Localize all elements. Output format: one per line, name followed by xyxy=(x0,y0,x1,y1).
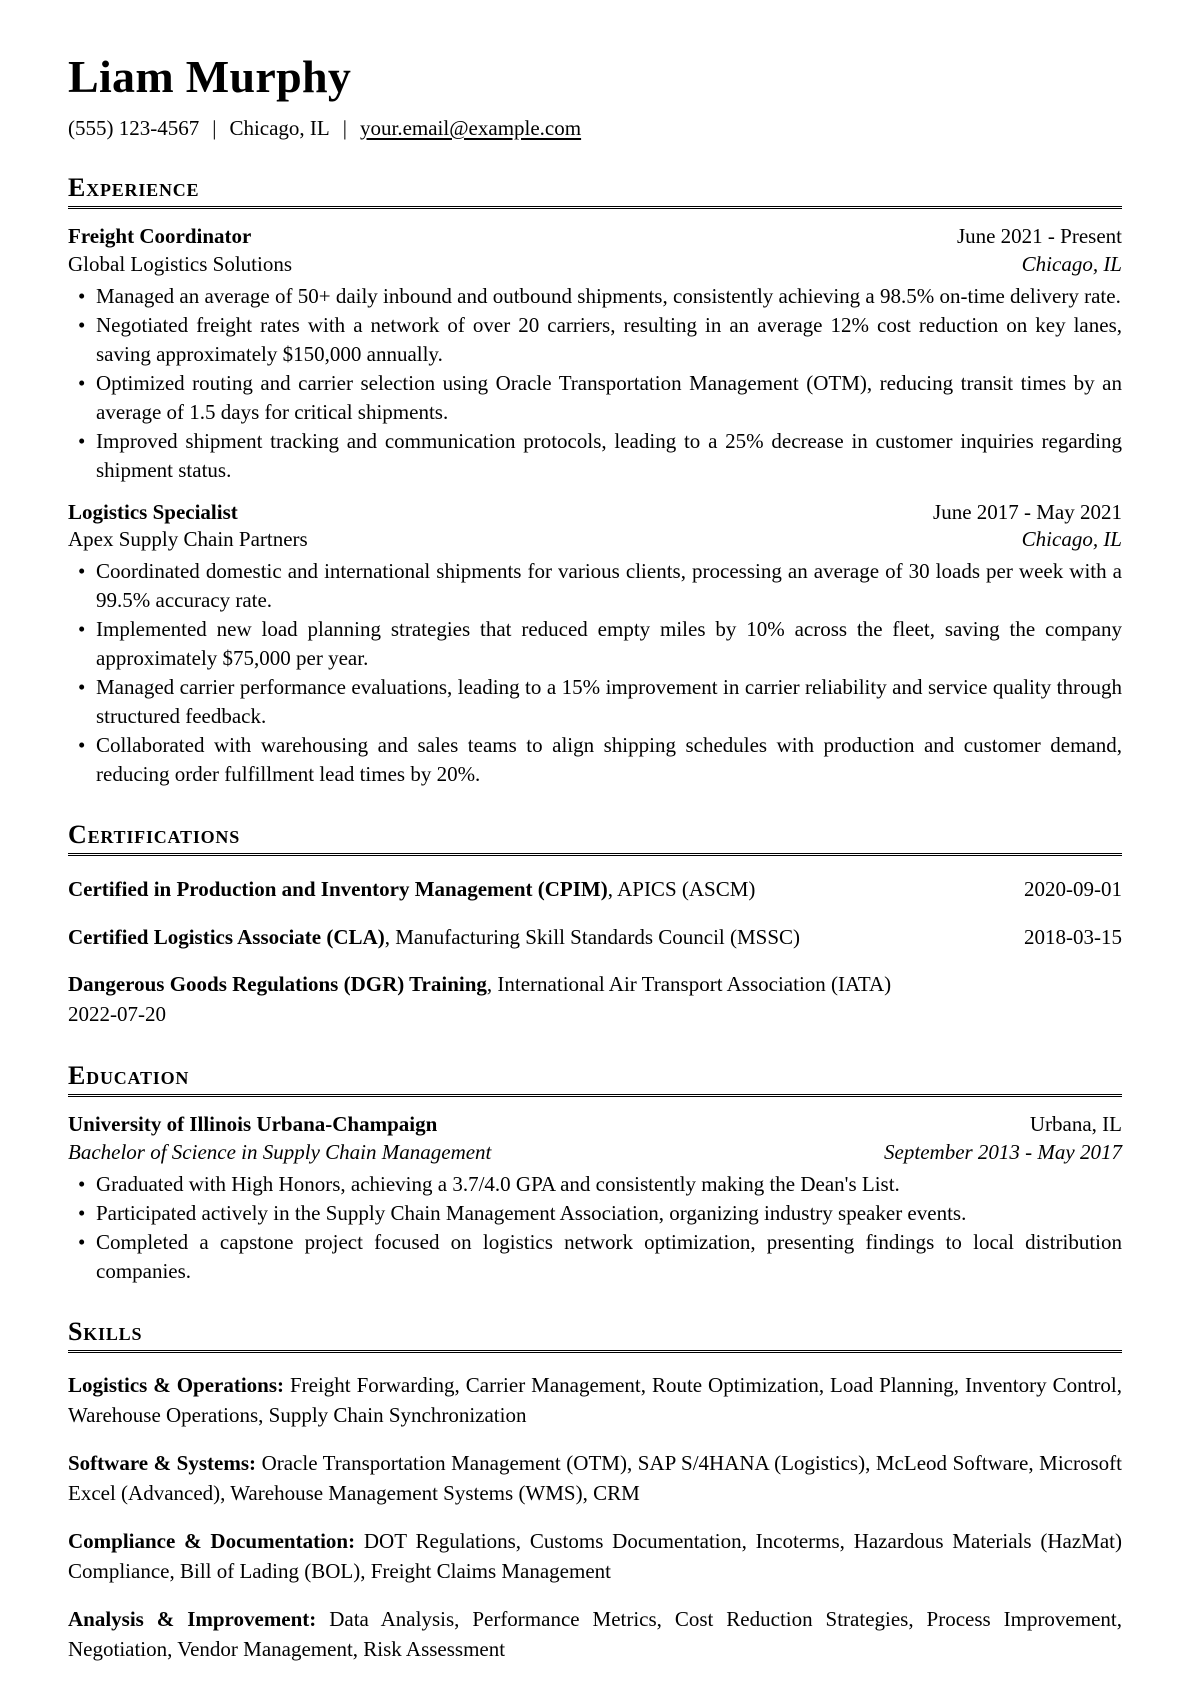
education-dates: September 2013 - May 2017 xyxy=(884,1139,1122,1164)
skills-group xyxy=(68,1370,1122,1431)
job-entry xyxy=(68,223,1122,484)
bullet-list xyxy=(68,282,1122,485)
section-heading-education: Education xyxy=(68,1060,1122,1098)
skills-category-label: Logistics & Operations: xyxy=(68,1373,285,1397)
school-name: University of Illinois Urbana-Champaign xyxy=(68,1112,438,1137)
skills-category-text: Oracle Transportation Management (OTM), SAP S/4HANA (Logistics), McLeod Software, Microsoft Excel (Advanced), Warehouse Management Systems (WMS), CRM xyxy=(68,1450,1122,1506)
bullet-item: • Improved shipment tracking and communication protocols, leading to a 25% decrease in customer inquiries regarding shipment status. xyxy=(96,427,1122,485)
certification-item xyxy=(68,875,1122,903)
section-skills xyxy=(68,1316,1122,1665)
certification-issuer: Manufacturing Skill Standards Council (MSSC) xyxy=(395,924,801,949)
skills-category-text: Data Analysis, Performance Metrics, Cost Reduction Strategies, Process Improvement, Negotiation, Vendor Management, Risk Assessment xyxy=(68,1606,1122,1662)
section-heading-experience: Experience xyxy=(68,172,1122,210)
certification-name: Dangerous Goods Regulations (DGR) Training xyxy=(68,972,487,997)
separator: | xyxy=(342,115,347,140)
certification-item xyxy=(68,970,1122,1030)
job-dates: June 2021 - Present xyxy=(956,224,1122,249)
certification-date: 2020-09-01 xyxy=(1024,877,1122,902)
section-certifications xyxy=(68,819,1122,1030)
skills-group xyxy=(68,1448,1122,1509)
bullet-list xyxy=(68,557,1122,789)
separator: , xyxy=(607,877,618,902)
skills-category-text: DOT Regulations, Customs Documentation, Incoterms, Hazardous Materials (HazMat) Compliance, Bill of Lading (BOL), Freight Claims Management xyxy=(68,1528,1123,1584)
company-name: Global Logistics Solutions xyxy=(68,252,293,277)
certification-item xyxy=(68,923,1122,951)
certification-date: 2022-07-20 xyxy=(68,1001,166,1026)
job-subheader-row xyxy=(68,251,1122,279)
certification-issuer: International Air Transport Association (IATA) xyxy=(497,972,892,997)
bullet-list xyxy=(68,1170,1122,1286)
email-link[interactable]: your.email@example.com xyxy=(359,115,582,140)
job-location: Chicago, IL xyxy=(1021,527,1122,552)
school-location: Urbana, IL xyxy=(1029,1112,1122,1137)
resume-header xyxy=(68,52,1122,142)
section-experience xyxy=(68,172,1122,789)
phone-number: (555) 123-4567 xyxy=(68,115,200,140)
skills-category-text: Freight Forwarding, Carrier Management, Route Optimization, Load Planning, Inventory Control, Warehouse Operations, Supply Chain Synchronization xyxy=(68,1373,1122,1428)
bullet-item: • Negotiated freight rates with a network of over 20 carriers, resulting in an average 12% cost reduction on key lanes, saving approximately $150,000 annually. xyxy=(96,311,1122,369)
bullet-item: • Coordinated domestic and international shipments for various clients, processing an average of 30 loads per week with a 99.5% accuracy rate. xyxy=(96,557,1122,615)
job-title: Freight Coordinator xyxy=(68,224,252,249)
job-header-row xyxy=(68,499,1122,527)
job-header-row xyxy=(68,223,1122,251)
education-subheader-row xyxy=(68,1139,1122,1167)
separator: | xyxy=(212,115,217,140)
section-education xyxy=(68,1060,1122,1286)
bullet-item: • Graduated with High Honors, achieving a 3.7/4.0 GPA and consistently making the Dean's List. xyxy=(96,1170,1122,1199)
job-entry xyxy=(68,499,1122,789)
bullet-item: • Managed carrier performance evaluations, leading to a 15% improvement in carrier reliability and service quality through structured feedback. xyxy=(96,673,1122,731)
bullet-item: • Implemented new load planning strategies that reduced empty miles by 10% across the fleet, saving the company approximately $75,000 per year. xyxy=(96,615,1122,673)
skills-category-label: Software & Systems: xyxy=(68,1450,257,1475)
certification-text xyxy=(68,923,800,951)
company-name: Apex Supply Chain Partners xyxy=(68,527,308,552)
bullet-item: • Managed an average of 50+ daily inbound and outbound shipments, consistently achieving a 98.5% on-time delivery rate. xyxy=(96,282,1122,311)
location-text: Chicago, IL xyxy=(229,115,330,140)
bullet-item: • Completed a capstone project focused on logistics network optimization, presenting findings to local distribution companies. xyxy=(96,1228,1122,1286)
certification-text xyxy=(68,970,1122,1000)
contact-line xyxy=(68,115,1122,142)
certification-name: Certified in Production and Inventory Management (CPIM) xyxy=(68,877,608,902)
separator: , xyxy=(384,924,396,949)
skills-category-label: Analysis & Improvement: xyxy=(68,1606,317,1631)
skills-group xyxy=(68,1604,1122,1665)
job-dates: June 2017 - May 2021 xyxy=(933,499,1122,524)
certification-date: 2018-03-15 xyxy=(1024,924,1122,949)
job-title: Logistics Specialist xyxy=(68,499,238,524)
section-heading-certifications: Certifications xyxy=(68,819,1122,857)
separator: , xyxy=(486,972,498,997)
bullet-item: • Collaborated with warehousing and sales teams to align shipping schedules with production and customer demand, reducing order fulfillment lead times by 20%. xyxy=(96,731,1122,789)
education-entry xyxy=(68,1111,1122,1285)
certification-name: Certified Logistics Associate (CLA) xyxy=(68,924,385,949)
job-location: Chicago, IL xyxy=(1021,252,1122,277)
skills-category-label: Compliance & Documentation: xyxy=(68,1528,356,1553)
certification-issuer: APICS (ASCM) xyxy=(617,877,756,902)
skills-group xyxy=(68,1526,1122,1587)
section-heading-skills: Skills xyxy=(68,1316,1122,1354)
degree-name: Bachelor of Science in Supply Chain Management xyxy=(68,1139,492,1164)
certification-text xyxy=(68,875,755,903)
bullet-item: • Participated actively in the Supply Chain Management Association, organizing industry speaker events. xyxy=(96,1199,1122,1228)
page-title: Liam Murphy xyxy=(68,51,352,102)
education-header-row xyxy=(68,1111,1122,1139)
bullet-item: • Optimized routing and carrier selection using Oracle Transportation Management (OTM), reducing transit times by an average of 1.5 days for critical shipments. xyxy=(96,369,1122,427)
job-subheader-row xyxy=(68,526,1122,554)
